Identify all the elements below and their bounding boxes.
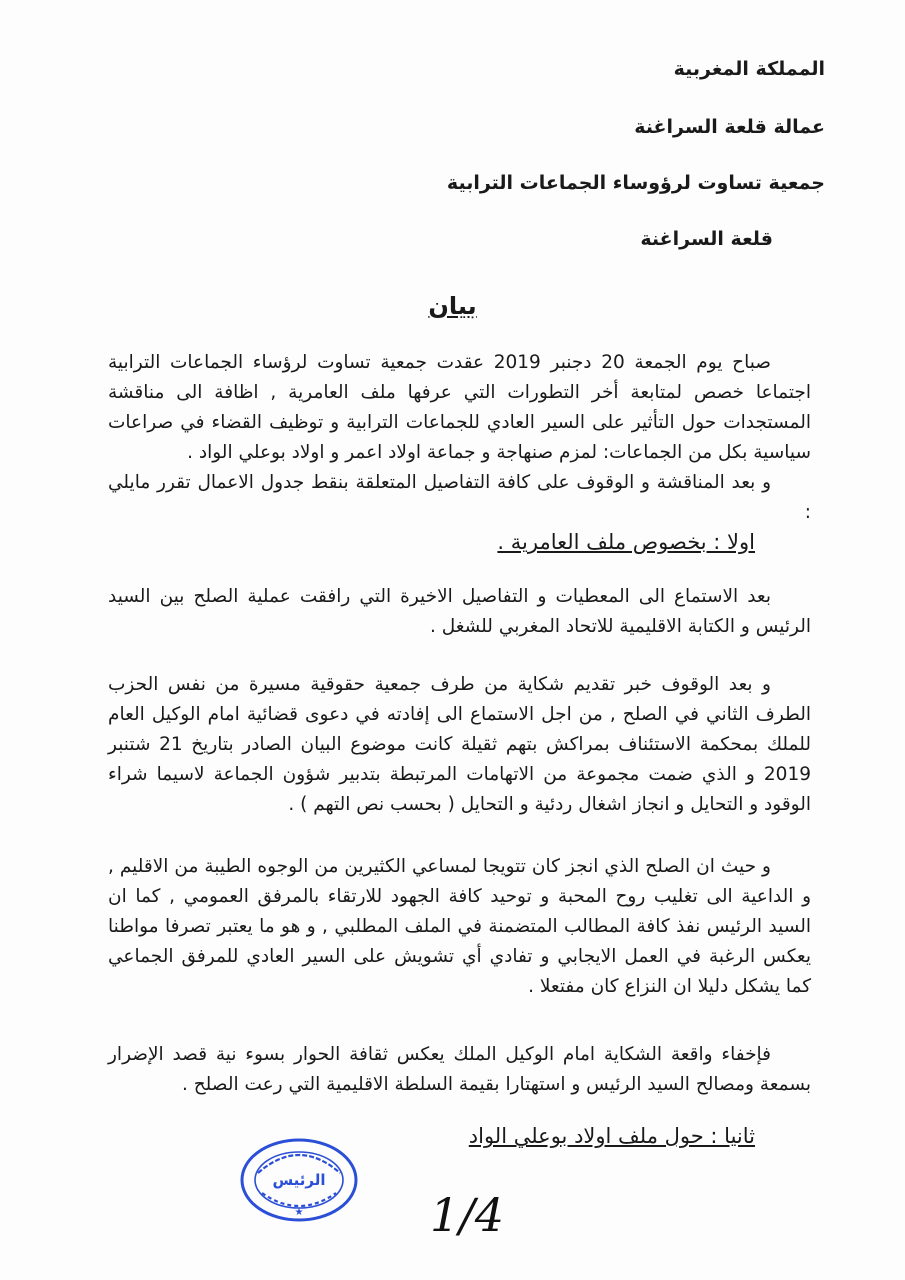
section1-para3-text: و حيث ان الصلح الذي انجز كان تتويجا لمساعي الكثيرين من الوجوه الطيبة من الاقليم , و الداعية الى تغليب روح المحبة و توحيد كافة الجهود للارتقاء بالمرفق العمومي , كما ان السيد الرئيس نفذ كافة المطالب المتضمنة في الملف المطلبي , و هو ما يعتبر تصرفا مواطنا يعكس الرغبة في العمل الايجابي و تفادي أي تشويش على السير العادي للمرفق الجماعي كما يشكل دليلا ان النزاع كان مفتعلا . — [108, 856, 811, 997]
section1-para2-text: و بعد الوقوف خبر تقديم شكاية من طرف جمعية حقوقية مسيرة من نفس الحزب الطرف الثاني في الصلح , من اجل الاستماع الى إفادته في دعوى قضائية امام الوكيل العام للملك بمحكمة الاستئناف بمراكش بتهم ثقيلة كانت موضوع البيان الصادر بتاريخ 21 شتنبر 2019 و الذي ضمت مجموعة من الاتهامات المرتبطة بتدبير شؤون الجماعة لاسيما شراء الوقود و التحايل و انجاز اشغال ردئية و التحايل ( بحسب نص التهم ) . — [108, 674, 811, 815]
section2-heading: ثانيا : حول ملف اولاد بوعلي الواد — [468, 1124, 755, 1148]
section1-para3 — [108, 852, 811, 1002]
svg-text:★: ★ — [294, 1207, 304, 1218]
header-kingdom: المملكة المغربية — [673, 58, 825, 80]
section1-para4-text: فإخفاء واقعة الشكاية امام الوكيل الملك يعكس ثقافة الحوار بسوء نية قصد الإضرار بسمعة ومصالح السيد الرئيس و استهتارا بقيمة السلطة الاقليمية التي رعت الصلح . — [108, 1044, 811, 1095]
section1-para4 — [108, 1040, 811, 1100]
stamp-center-text: الرئيس — [272, 1171, 326, 1189]
intro-decision-text: و بعد المناقشة و الوقوف على كافة التفاصيل المتعلقة بنقط جدول الاعمال تقرر مايلي : — [108, 472, 811, 523]
intro-paragraph — [108, 348, 811, 528]
intro-text: صباح يوم الجمعة 20 دجنبر 2019 عقدت جمعية تساوت لرؤساء الجماعات الترابية اجتماعا خصص لمتابعة أخر التطورات التي عرفها ملف العامرية , اظافة الى مناقشة المستجدات حول التأثير على السير العادي للجماعات الترابية و توظيف القضاء في صراعات سياسية بكل من الجماعات: لمزم صنهاجة و جماعة اولاد اعمر و اولاد بوعلي الواد . — [108, 352, 811, 463]
section1-para1-text: بعد الاستماع الى المعطيات و التفاصيل الاخيرة التي رافقت عملية الصلح بين السيد الرئيس و الكتابة الاقليمية للاتحاد المغربي للشغل . — [108, 586, 811, 637]
header-city: قلعة السراغنة — [640, 228, 773, 250]
official-stamp-icon — [238, 1135, 360, 1225]
section1-heading: اولا : بخصوص ملف العامرية . — [497, 530, 755, 554]
page-number: 1/4 — [430, 1188, 505, 1242]
section1-para1 — [108, 582, 811, 642]
section1-para2 — [108, 670, 811, 820]
page-title: بيان — [428, 292, 477, 320]
header-association: جمعية تساوت لرؤوساء الجماعات الترابية — [446, 172, 825, 194]
header-province: عمالة قلعة السراغنة — [634, 116, 825, 138]
